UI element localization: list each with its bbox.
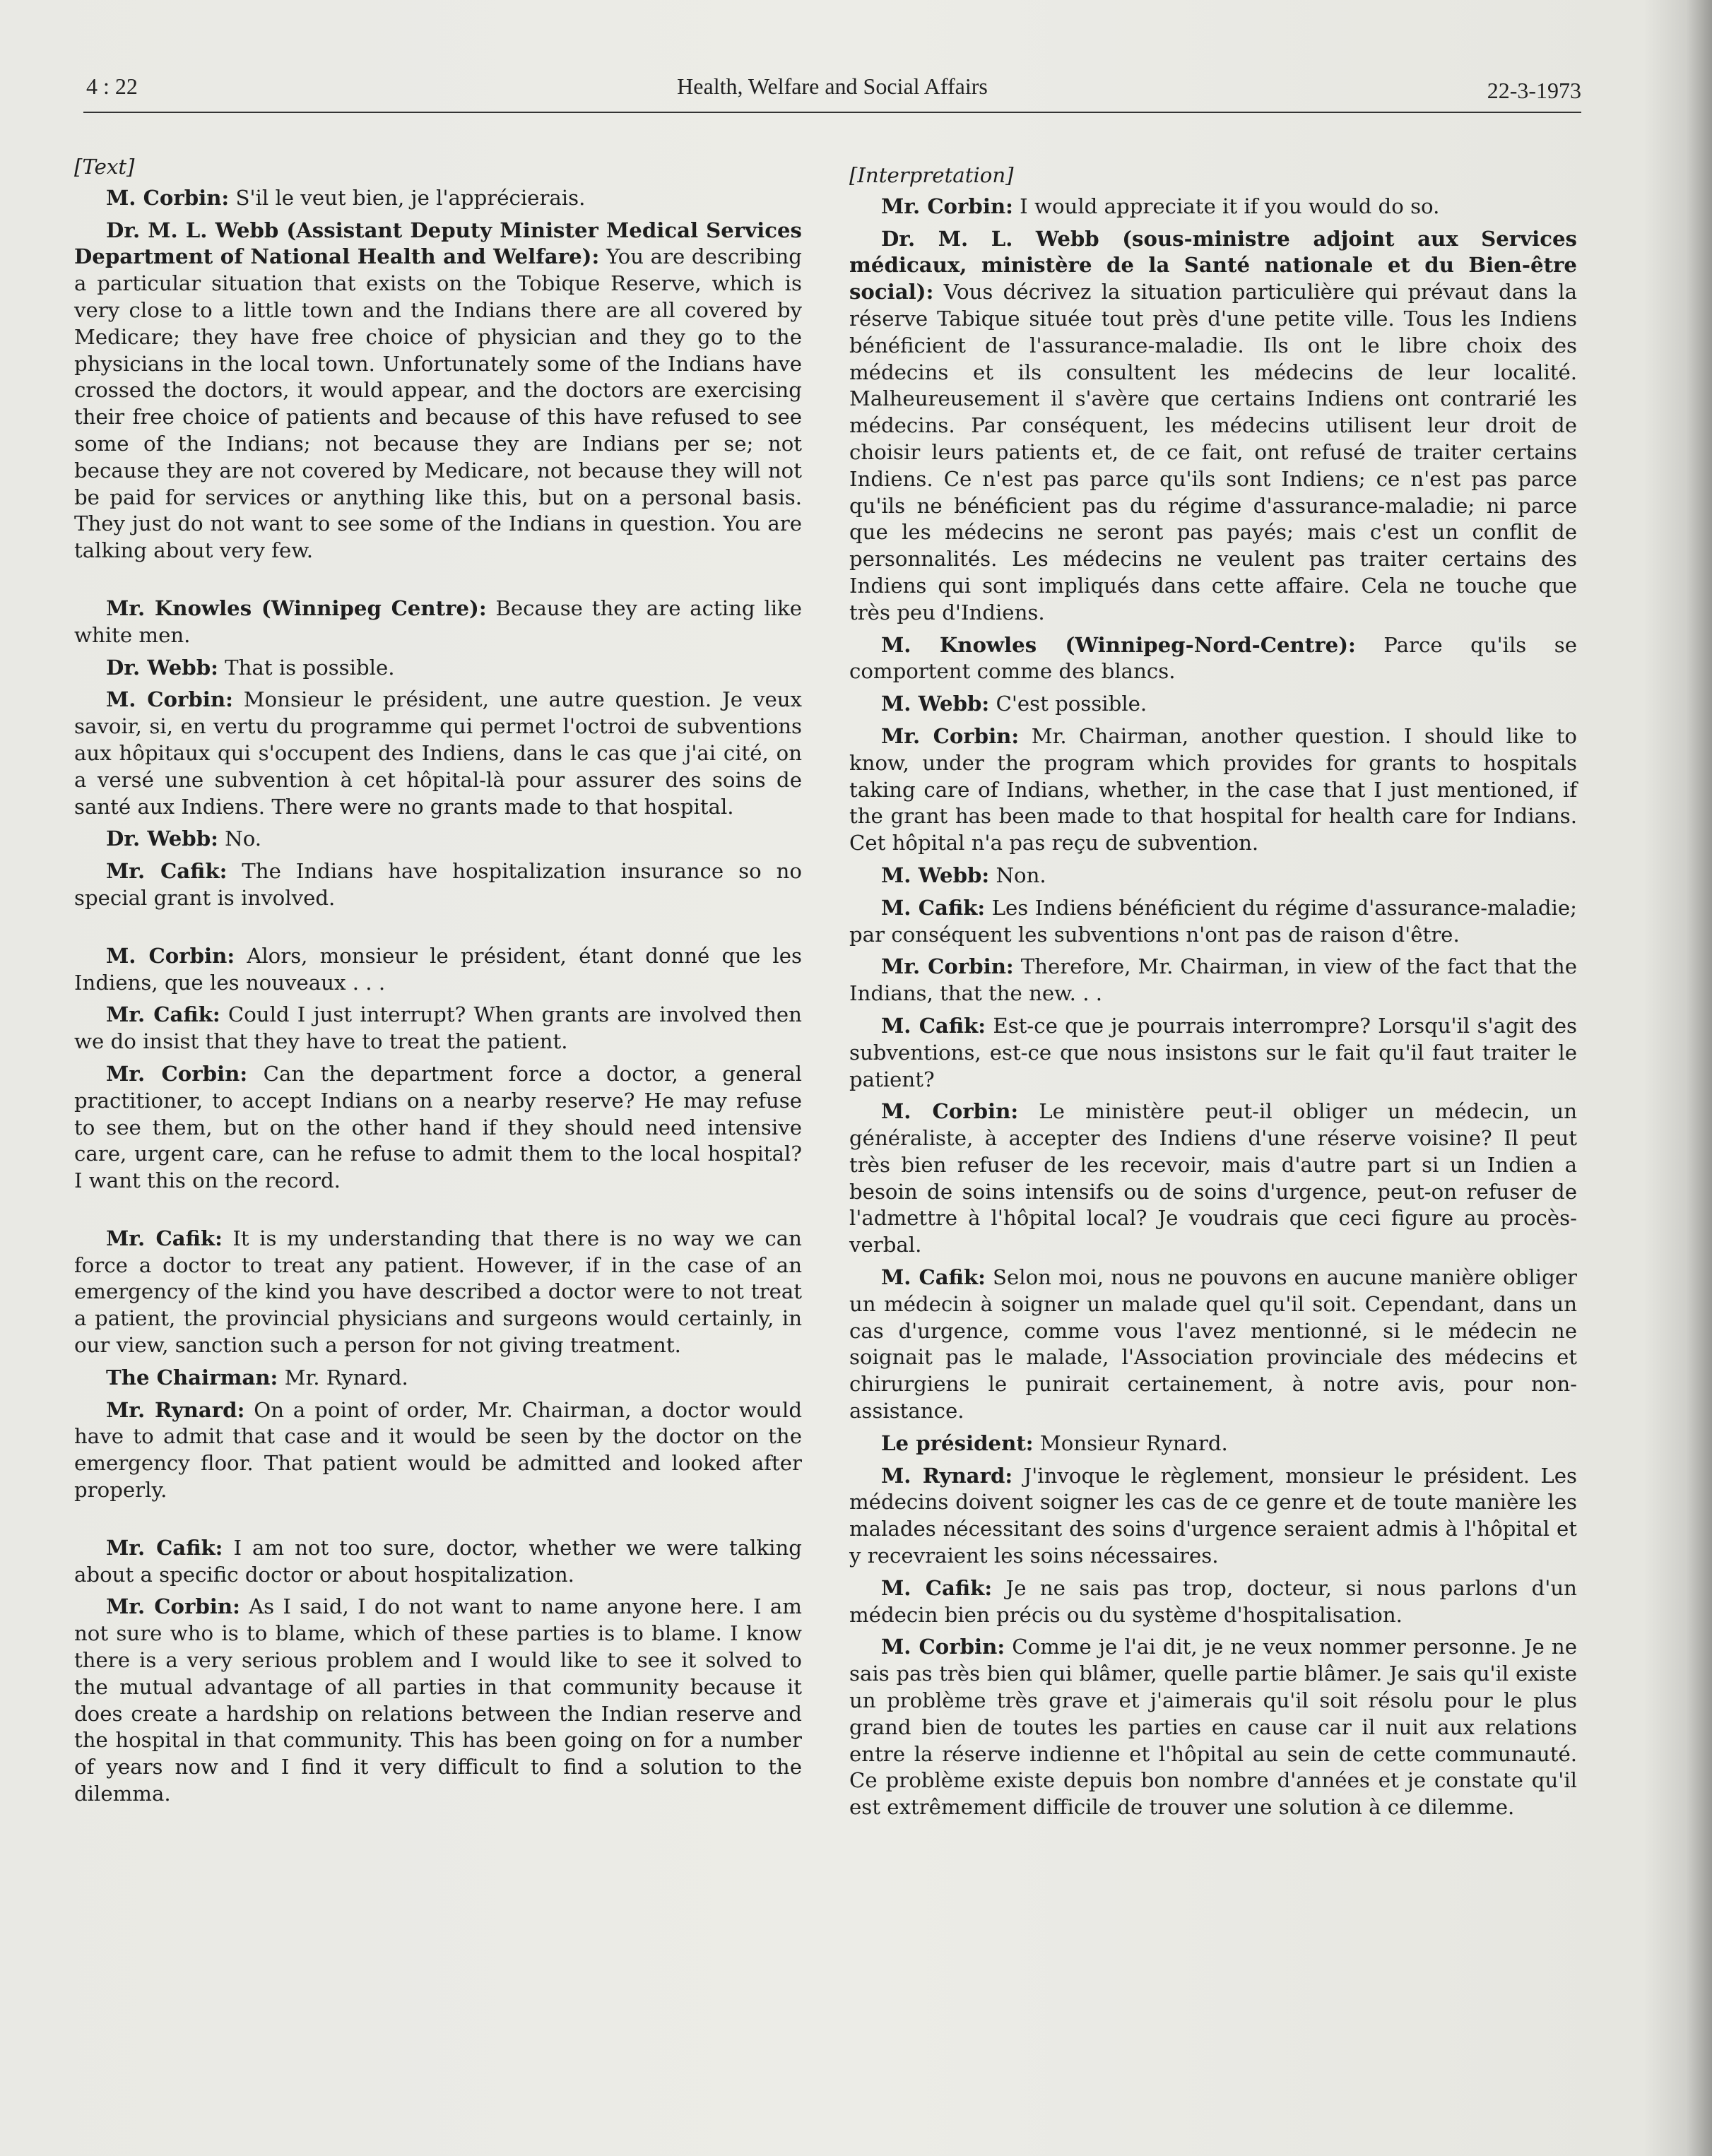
speech-text: Monsieur Rynard.	[1033, 1431, 1228, 1455]
speech-text: It is my understanding that there is no way we can force a doctor to treat any patient. However, if in the case of an emergency of the kind you have described a doctor were to not treat a patient, the provincial physicians and surgeons would certainly, in our view, sanction such a person for not giving treatment.	[74, 1226, 802, 1358]
speech-text: S'il le veut bien, je l'apprécierais.	[229, 185, 586, 210]
speaker-name: M. Cafik:	[881, 1575, 993, 1600]
speech-text: Vous décrivez la situation particulière qui prévaut dans la réserve Tabique située tout près d'une petite ville. Tous les Indiens bénéficient de l'assurance-maladie. Ils ont le libre choix des médecins et ils consultent les médecins de leur localité. Malheureusement il s'avère que certains Indiens ont contrarié les médecins. Par conséquent, les médecins utilisent leur droit de choisir leurs patients et, de ce fait, ont refusé de traiter certains Indiens. Ce n'est pas parce qu'ils sont Indiens; ce n'est pas parce qu'ils ne bénéficient pas du régime d'assurance-maladie; ni parce que les médecins ne seront pas payés; mais c'est un conflit de personnalités. Les médecins ne veulent pas traiter certains des Indiens qui sont impliqués dans cette affaire. Cela ne touche que très peu d'Indiens.	[849, 280, 1577, 624]
transcript-paragraph	[849, 691, 1577, 718]
transcript-paragraph	[849, 1013, 1577, 1093]
speaker-name: Mr. Cafik:	[106, 1002, 220, 1027]
speaker-name: Dr. Webb:	[106, 655, 218, 680]
transcript-paragraph	[849, 863, 1577, 889]
speaker-name: Dr. M. L. Webb (sous-ministre adjoint aux Services médicaux, ministère de la Santé nationale et du Bien-être social):	[849, 226, 1577, 304]
transcript-paragraph	[74, 943, 802, 997]
transcript-paragraph	[74, 1365, 802, 1392]
transcript-paragraph	[74, 1002, 802, 1055]
transcript-paragraph	[74, 596, 802, 649]
speaker-name: M. Corbin:	[881, 1099, 1019, 1124]
speech-text: I would appreciate it if you would do so.	[1013, 194, 1440, 218]
speaker-name: Mr. Rynard:	[106, 1397, 245, 1422]
speaker-name: Mr. Cafik:	[106, 1226, 223, 1250]
speaker-name: M. Cafik:	[881, 895, 986, 920]
speaker-name: Mr. Corbin:	[106, 1061, 248, 1086]
right-column-french	[849, 162, 1577, 1827]
speaker-name: Mr. Knowles (Winnipeg Centre):	[106, 596, 487, 620]
speaker-name: The Chairman:	[106, 1365, 278, 1390]
page-header	[83, 69, 1581, 113]
transcript-paragraph	[849, 226, 1577, 627]
speaker-name: Mr. Corbin:	[881, 723, 1020, 748]
speech-text: The Indians have hospitalization insurance so no special grant is involved.	[74, 859, 802, 910]
speech-text: Les Indiens bénéficient du régime d'assurance-maladie; par conséquent les subventions n'ont pas de raison d'être.	[849, 895, 1577, 947]
transcript-paragraph	[849, 1431, 1577, 1457]
speaker-name: M. Cafik:	[881, 1265, 986, 1290]
speech-text: Est-ce que je pourrais interrompre? Lorsqu'il s'agit des subventions, est-ce que nous insistons sur le fait qu'il faut traiter le patient?	[849, 1013, 1578, 1091]
transcript-paragraph	[74, 1535, 802, 1589]
speaker-name: Dr. M. L. Webb (Assistant Deputy Minister Medical Services Department of National Health and Welfare):	[74, 218, 802, 269]
speaker-name: Mr. Cafik:	[106, 1535, 223, 1560]
speaker-name: M. Webb:	[881, 863, 990, 887]
speaker-name: M. Webb:	[881, 692, 990, 716]
speech-text: You are describing a particular situation that exists on the Tobique Reserve, which is very close to a little town and the Indians there are all covered by Medicare; they have free choice of physician and they go to the physicians in the local town. Unfortunately some of the Indians have crossed the doctors, it would appear, and the doctors are exercising their free choice of patients and because of this have refused to see some of the Indians; not because they are Indians per se; not because they are not covered by Medicare, not because they will not be paid for services or anything like this, but on a personal basis. They just do not want to see some of the Indians in question. You are talking about very few.	[74, 244, 802, 563]
page-date: 22-3-1973	[1487, 78, 1581, 103]
transcript-paragraph	[74, 687, 802, 820]
speaker-name: Mr. Cafik:	[106, 859, 228, 884]
transcript-paragraph	[74, 1226, 802, 1359]
speech-text: Could I just interrupt? When grants are involved then we do insist that they have to treat the patient.	[74, 1002, 802, 1054]
speech-text: I am not too sure, doctor, whether we were talking about a specific doctor or about hospitalization.	[74, 1535, 802, 1587]
speech-text: C'est possible.	[989, 692, 1147, 716]
speech-text: Selon moi, nous ne pouvons en aucune manière obliger un médecin à soigner un malade quel qu'il soit. Cependant, dans un cas d'urgence, comme vous l'avez mentionné, si le médecin ne soignait pas le malade, l'Association provinciale des médecins et chirurgiens le punirait certainement, à notre avis, pour non-assistance.	[849, 1265, 1577, 1423]
speech-text: No.	[218, 827, 262, 851]
speech-text: Can the department force a doctor, a general practitioner, to accept Indians on a nearby reserve? He may refuse to see them, but on the other hand if they should need intensive care, urgent care, can he refuse to admit them to the local hospital? I want this on the record.	[74, 1061, 802, 1193]
speaker-name: Mr. Corbin:	[881, 954, 1014, 979]
transcript-paragraph	[849, 1098, 1577, 1259]
transcript-paragraph	[849, 954, 1577, 1007]
transcript-paragraph	[74, 1061, 802, 1195]
transcript-paragraph	[74, 655, 802, 682]
transcript-paragraph	[849, 723, 1577, 857]
speech-text: Non.	[989, 863, 1046, 887]
page-number: 4 : 22	[86, 73, 138, 99]
speech-text: As I said, I do not want to name anyone here. I am not sure who is to blame, which of these parties is to blame. I know there is a very serious problem and I would like to see it solved to the mutual advantage of all parties in that community because it does create a hardship on relations between the Indian reserve and the hospital in that community. This has been going on for a number of years now and I find it very difficult to find a solution to the dilemma.	[74, 1594, 802, 1806]
speech-text: That is possible.	[218, 655, 395, 680]
speech-text: J'invoque le règlement, monsieur le président. Les médecins doivent soigner les cas de ce genre et de toute manière les malades nécessitant des soins d'urgence seraient admis à l'hôpital et y recevraient les soins nécessaires.	[849, 1463, 1577, 1568]
speech-text: Monsieur le président, une autre question. Je veux savoir, si, en vertu du programme qui permet l'octroi de subventions aux hôpitaux qui s'occupent des Indiens, dans le cas que j'ai cité, on a versé une subvention à cet hôpital-là pour assurer des soins de santé aux Indiens. There were no grants made to that hospital.	[74, 687, 802, 819]
transcript-paragraph	[849, 1634, 1577, 1821]
language-tag: [Text]	[74, 155, 135, 179]
speaker-name: Mr. Corbin:	[106, 1594, 240, 1619]
transcript-paragraph	[849, 632, 1577, 686]
left-column-english	[74, 154, 802, 1813]
speech-text: Parce qu'ils se comportent comme des blancs.	[849, 632, 1578, 684]
speaker-name: Mr. Corbin:	[881, 194, 1013, 218]
speaker-name: Le président:	[881, 1431, 1034, 1455]
transcript-paragraph	[74, 1594, 802, 1807]
publication-title: Health, Welfare and Social Affairs	[677, 73, 988, 99]
speech-text: Because they are acting like white men.	[74, 596, 803, 647]
transcript-paragraph	[74, 858, 802, 912]
speaker-name: M. Corbin:	[881, 1635, 1005, 1659]
speech-text: Comme je l'ai dit, je ne veux nommer personne. Je ne sais pas très bien qui blâmer, quelle partie blâmer. Je sais qu'il existe un problème très grave et j'aimerais qu'il soit résolu pour le plus grand bien de toutes les parties en cause car il nuit aux relations entre la réserve indienne et l'hôpital au sein de cette communauté. Ce problème existe depuis bon nombre d'années et je constate qu'il est extrêmement difficile de trouver une solution à ce dilemme.	[849, 1635, 1577, 1820]
speech-text: On a point of order, Mr. Chairman, a doctor would have to admit that case and it would be seen by the doctor on the emergency floor. That patient would be admitted and looked after properly.	[74, 1397, 802, 1503]
transcript-paragraph	[74, 185, 802, 212]
speech-text: Mr. Rynard.	[278, 1365, 408, 1390]
speaker-name: M. Knowles (Winnipeg-Nord-Centre):	[881, 632, 1356, 657]
transcript-paragraph	[849, 1264, 1577, 1425]
transcript-paragraph	[849, 895, 1577, 949]
transcript-paragraph	[74, 1397, 802, 1504]
speaker-name: M. Corbin:	[106, 687, 233, 712]
speaker-name: M. Corbin:	[106, 943, 235, 968]
speaker-name: M. Cafik:	[881, 1013, 986, 1038]
speech-text: Alors, monsieur le président, étant donné que les Indiens, que les nouveaux . . .	[74, 943, 802, 995]
speech-text: Therefore, Mr. Chairman, in view of the fact that the Indians, that the new. . .	[849, 954, 1577, 1006]
transcript-paragraph	[849, 1575, 1577, 1629]
language-tag: [Interpretation]	[849, 163, 1014, 187]
speaker-name: M. Corbin:	[106, 185, 230, 210]
speech-text: Le ministère peut-il obliger un médecin, un généraliste, à accepter des Indiens d'une réserve voisine? Il peut très bien refuser de les recevoir, mais d'autre part si un Indien a besoin de soins intensifs ou de soins d'urgence, peut-on refuser de l'admettre à l'hôpital local? Je voudrais que ceci figure au procès-verbal.	[849, 1099, 1577, 1257]
speaker-name: Dr. Webb:	[106, 827, 218, 851]
transcript-paragraph	[74, 218, 802, 564]
transcript-paragraph	[74, 826, 802, 853]
speech-text: Mr. Chairman, another question. I should like to know, under the program which provides for grants to hospitals taking care of Indians, whether, in the case that I just mentioned, if the grant has been made to that hospital for health care for Indians. Cet hôpital n'a pas reçu de subvention.	[849, 723, 1577, 855]
speaker-name: M. Rynard:	[881, 1463, 1013, 1488]
transcript-paragraph	[849, 194, 1577, 220]
speech-text: Je ne sais pas trop, docteur, si nous parlons d'un médecin bien précis ou du système d'hospitalisation.	[849, 1575, 1577, 1627]
transcript-paragraph	[849, 1463, 1577, 1570]
